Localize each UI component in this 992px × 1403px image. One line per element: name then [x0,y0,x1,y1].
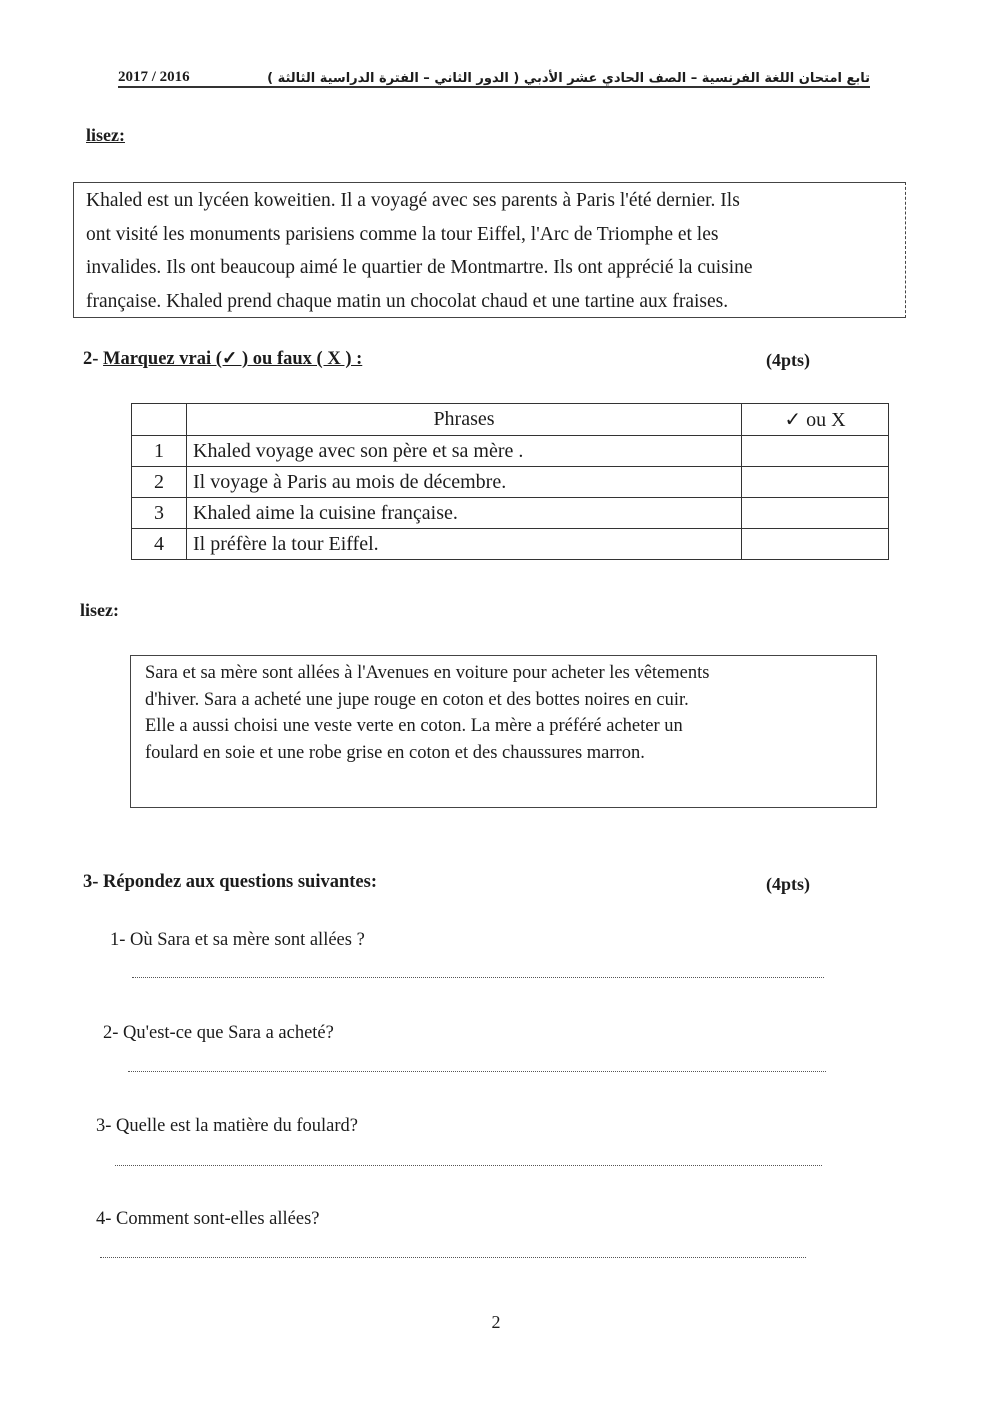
passage-box-1 [73,182,906,318]
answer-line-1[interactable] [132,976,824,978]
answer-cell[interactable] [742,498,889,529]
exercise-3-title: Répondez aux questions suivantes: [103,872,377,892]
table-header-row [132,404,889,436]
page-header [118,62,870,88]
answer-line-2[interactable] [128,1070,826,1072]
read-label-1: lisez: [86,125,125,145]
row-number: 1 [132,436,187,467]
exercise-3-heading [83,872,377,893]
exercise-3-points: (4pts) [766,874,810,894]
row-number: 3 [132,498,187,529]
answer-cell[interactable] [742,467,889,498]
row-sentence: Il voyage à Paris au mois de décembre. [187,467,742,498]
exercise-2-number: 2- [83,349,99,369]
answer-line-4[interactable] [100,1256,806,1258]
passage-line: Elle a aussi choisi une veste verte en coton. La mère a préféré acheter un [145,716,683,736]
answer-line-3[interactable] [115,1164,822,1166]
question-4: 4- Comment sont-elles allées? [96,1209,320,1229]
header-phrases: Phrases [187,404,742,436]
page-number: 2 [491,1312,501,1332]
passage-line: française. Khaled prend chaque matin un chocolat chaud et une tartine aux fraises. [86,290,729,312]
passage-line: Sara et sa mère sont allées à l'Avenues en voiture pour acheter les vêtements [145,663,710,683]
passage-line: Khaled est un lycéen koweitien. Il a voyagé avec ses parents à Paris l'été dernier. Ils [86,190,740,211]
table-row [132,498,889,529]
row-sentence: Il préfère la tour Eiffel. [187,529,742,560]
header-num-cell [132,404,187,436]
exercise-2-points: (4pts) [766,350,810,370]
table-row [132,436,889,467]
header-years: 2017 / 2016 [118,69,190,85]
answer-cell[interactable] [742,529,889,560]
header-arabic-title: تابع امتحان اللغة الفرنسية – الصف الحادي عشر الأدبي ( الدور الثاني – الفترة الدراسية الثالثة ) [267,71,870,86]
passage-line: ont visité les monuments parisiens comme la tour Eiffel, l'Arc de Triomphe et les [86,223,719,245]
exercise-3-number: 3- [83,872,99,892]
passage-line: invalides. Ils ont beaucoup aimé le quartier de Montmartre. Ils ont apprécié la cuisine [86,257,753,278]
read-label-2: lisez: [80,600,119,620]
exercise-2-heading [83,348,362,370]
answer-cell[interactable] [742,436,889,467]
table-row [132,529,889,560]
passage-box-2 [130,655,877,808]
question-1: 1- Où Sara et sa mère sont allées ? [110,930,365,950]
row-sentence: Khaled voyage avec son père et sa mère . [187,436,742,467]
row-sentence: Khaled aime la cuisine française. [187,498,742,529]
question-3: 3- Quelle est la matière du foulard? [96,1116,358,1136]
exercise-2-title: Marquez vrai (✓ ) ou faux ( X ) : [103,349,363,369]
row-number: 2 [132,467,187,498]
header-mark: ✓ ou X [742,404,889,436]
question-2: 2- Qu'est-ce que Sara a acheté? [103,1023,334,1043]
row-number: 4 [132,529,187,560]
passage-line: foulard en soie et une robe grise en coton et des chaussures marron. [145,742,645,763]
passage-line: d'hiver. Sara a acheté une jupe rouge en coton et des bottes noires en cuir. [145,689,689,710]
table-row [132,467,889,498]
true-false-table [131,403,889,560]
